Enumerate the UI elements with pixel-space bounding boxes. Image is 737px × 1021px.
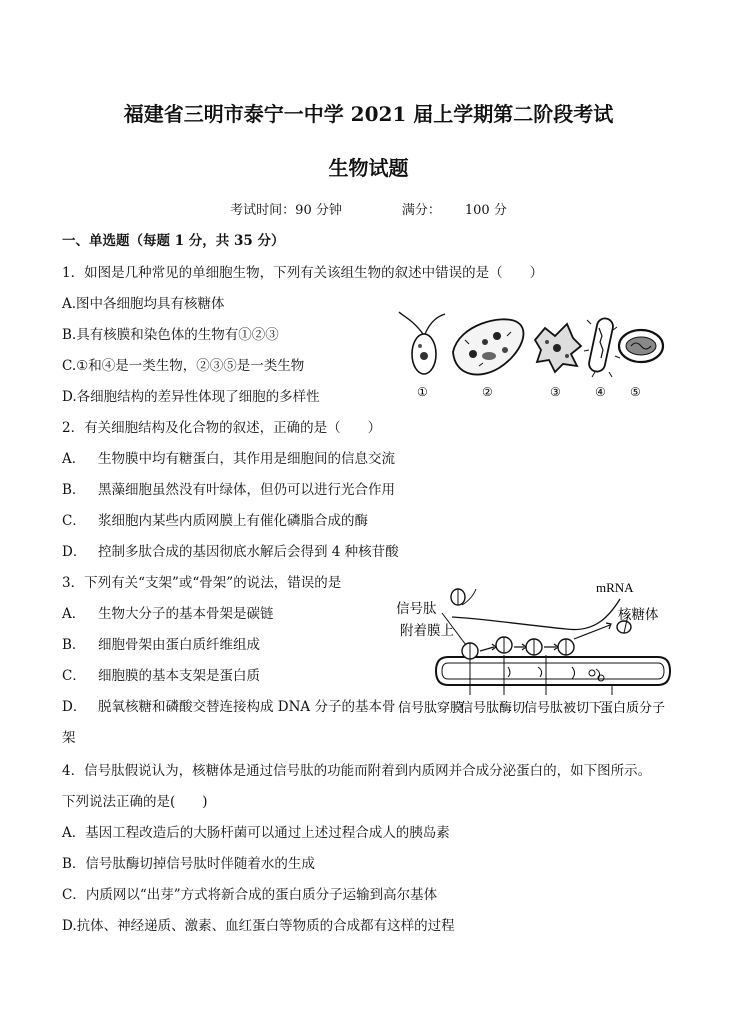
q1-stem: 1．如图是几种常见的单细胞生物，下列有关该组生物的叙述中错误的是（ ）	[62, 265, 544, 281]
q4-option-b: B．信号肽酶切掉信号肽时伴随着水的生成	[62, 856, 315, 872]
q3-stem: 3．下列有关“支架”或“骨架”的说法，错误的是	[62, 575, 342, 591]
organism-label-3: ③	[550, 385, 561, 399]
label-ribosome: 核糖体	[618, 607, 659, 623]
label-cut-off: 信号肽被切下	[524, 701, 603, 716]
q2-option-a: A． 生物膜中均有糖蛋白，其作用是细胞间的信息交流	[62, 451, 395, 467]
q1-option-b: B.具有核膜和染色体的生物有①②③	[62, 327, 279, 343]
score-label: 满分：	[401, 203, 441, 218]
q2-stem: 2．有关细胞结构及化合物的叙述，正确的是（ ）	[62, 420, 382, 436]
exam-meta	[0, 199, 737, 218]
label-protein: 蛋白质分子	[600, 701, 666, 716]
exam-time: 考试时间：90 分钟	[230, 203, 342, 218]
label-mrna: mRNA	[596, 580, 634, 595]
label-enzyme-cut: 信号肽酶切	[460, 701, 526, 716]
q3-option-a: A． 生物大分子的基本骨架是碳链	[62, 606, 274, 622]
q1-option-a: A.图中各细胞均具有核糖体	[62, 296, 225, 312]
q2-option-c: C． 浆细胞内某些内质网膜上有催化磷脂合成的酶	[62, 513, 368, 529]
q4-option-a: A．基因工程改造后的大肠杆菌可以通过上述过程合成人的胰岛素	[62, 825, 450, 841]
label-signal-peptide: 信号肽	[396, 601, 437, 617]
label-cross-membrane: 信号肽穿膜	[398, 701, 464, 716]
organism-4-icon	[584, 317, 620, 377]
organism-label-2: ②	[482, 385, 493, 399]
exam-subtitle: 生物试题	[328, 156, 409, 180]
organism-2-icon	[453, 319, 523, 374]
q3-option-b: B． 细胞骨架由蛋白质纤维组成	[62, 637, 260, 653]
q2-option-b: B． 黑藻细胞虽然没有叶绿体，但仍可以进行光合作用	[62, 482, 395, 498]
q2-option-d: D． 控制多肽合成的基因彻底水解后会得到 4 种核苷酸	[62, 544, 399, 560]
q3-option-c: C． 细胞膜的基本支架是蛋白质	[62, 668, 260, 684]
q4-stem: 4．信号肽假说认为，核糖体是通过信号肽的功能而附着到内质网并合成分泌蛋白的，如下图所示。	[62, 763, 652, 779]
label-attached: 附着膜上	[400, 623, 454, 639]
exam-title: 福建省三明市泰宁一中学 2021 届上学期第二阶段考试	[123, 102, 614, 126]
organism-label-1: ①	[417, 385, 428, 399]
q3-option-d: D． 脱氧核糖和磷酸交替连接构成 DNA 分子的基本骨	[62, 699, 396, 715]
q4-figure-signal-peptide	[396, 575, 696, 725]
q3-option-d-cont: 架	[62, 730, 76, 746]
section-heading: 一、单选题（每题 1 分，共 35 分）	[62, 233, 285, 249]
q1-option-c: C.①和④是一类生物，②③⑤是一类生物	[62, 358, 305, 374]
organism-label-5: ⑤	[630, 385, 641, 399]
q1-option-d: D.各细胞结构的差异性体现了细胞的多样性	[62, 389, 320, 405]
q1-figure-organisms	[395, 310, 675, 402]
organism-label-4: ④	[595, 385, 606, 399]
organism-1-icon	[399, 312, 445, 374]
ribosome-icon	[451, 589, 631, 659]
score-value: 100 分	[464, 203, 507, 218]
organism-5-icon	[619, 330, 663, 362]
organism-3-icon	[535, 324, 581, 372]
q4-stem-cont: 下列说法正确的是( )	[62, 794, 208, 810]
q4-option-d: D.抗体、神经递质、激素、血红蛋白等物质的合成都有这样的过程	[62, 918, 455, 934]
q4-option-c: C．内质网以“出芽”方式将新合成的蛋白质分子运输到高尔基体	[62, 887, 438, 903]
